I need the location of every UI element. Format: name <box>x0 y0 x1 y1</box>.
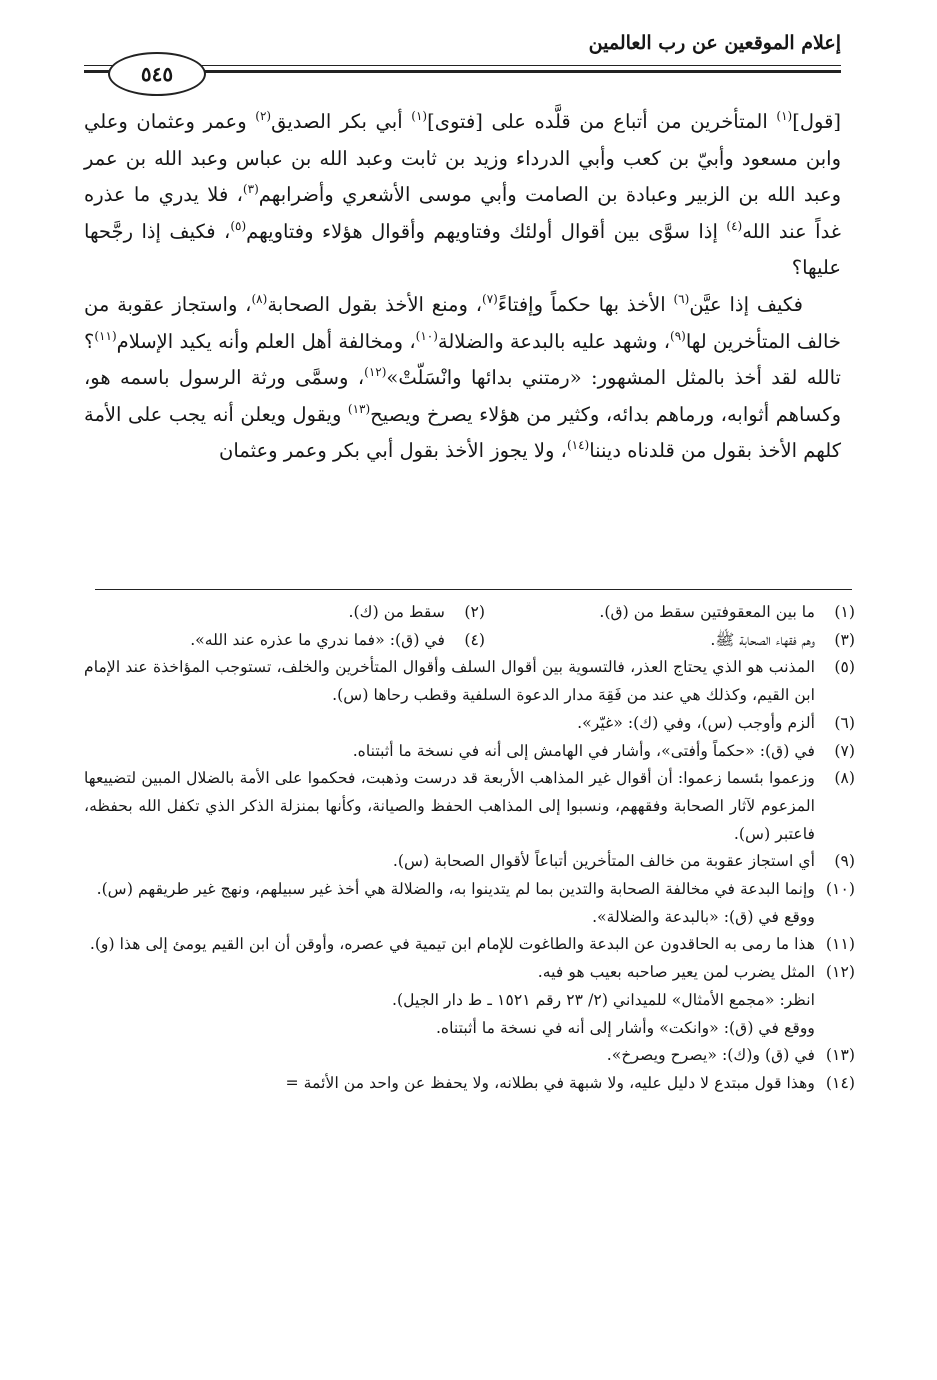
text-run: إذا سوَّى بين أقوال أولئك وفتاويهم وأقوال هؤلاء وفتاويهم <box>246 219 727 243</box>
footnote-3 <box>485 626 855 654</box>
text-run: ، ولا يجوز الأخذ بقول أبي بكر وعمر وعثمان <box>219 439 567 463</box>
text-run: وعمر وعثمان وعلي وابن مسعود وأبيّ بن كعب وأبي الدرداء وزيد بن ثابت وعبد الله بن عباس وعبد الله بن عمر وعبد الله بن الزبير وعبادة بن الصامت وأبي موسى الأشعري وأضرابهم <box>84 110 841 207</box>
footnote-12-variant: ووقع في (ق): «وانكت» وأشار إلى أنه في نسخة ما أثبتناه. <box>435 1017 815 1037</box>
footnote-10 <box>84 875 855 903</box>
text-run: ، فكيف إذا رجَّحها عليها؟ <box>84 219 841 280</box>
footnote-number: (١١) <box>825 934 855 954</box>
text-run: ويقول ويعلن أنه يجب على الأمة كلهم الأخذ بقول من قلدناه ديننا <box>84 402 841 463</box>
footnote-text: وهذا قول مبتدع لا دليل عليه، ولا شبهة في بطلانه، ولا يحفظ عن واحد من الأئمة = <box>285 1072 815 1092</box>
footnote-ref: (١) <box>776 109 793 123</box>
footnotes <box>84 598 855 1097</box>
footnote-text: هذا ما رمى به الحاقدون عن البدعة والطاغوت للإمام ابن تيمية في عصره، وأوقن أن ابن القيم يومئ إلى هذا (و). <box>89 934 815 954</box>
footnote-text: وزعموا بئسما زعموا: أن أقوال غير المذاهب الأربعة قد درست وذهبت، فحكموا على الأمة بالضلال المبين لتضييعها المزعوم لآثار الصحابة وفقههم، ونسبوا إلى المذاهب الحفظ والصيانة، وكأنها بمنزلة الذكر الذي تكفل الله بحفظه، فاعتبر (س). <box>84 768 815 843</box>
footnote-text: في (ق): «حكماً وأفتى»، وأشار في الهامش إلى أنه في نسخة ما أثبتناه. <box>352 740 815 760</box>
footnote-ref: (٥) <box>230 218 247 233</box>
footnote-number: (١٢) <box>825 962 855 982</box>
text-run: ، فلا يدري ما عذره غداً عند الله <box>84 183 841 243</box>
footnote-text: وهم فقهاء الصحابة ﷺ. <box>710 629 815 649</box>
text-run: ، وسمَّى ورثة الرسول باسمه هو، وكساهم أثوابه، ورماهم بدائه، وكثير من هؤلاء يصرخ ويصيح <box>84 366 841 426</box>
footnote-number: (٧) <box>834 740 855 760</box>
footnote-14 <box>84 1069 855 1097</box>
footnote-8 <box>84 764 855 847</box>
footnote-ref: (٤) <box>726 218 743 233</box>
footnote-number: (٢) <box>464 602 485 621</box>
footnote-12 <box>84 958 855 986</box>
footnote-text: المذنب هو الذي يحتاج العذر، فالتسوية بين أقوال السلف وأقوال المتأخرين والخلف، تستوجب المؤاخذة عند الإمام ابن القيم، وكذلك هي عند من فَقِهَ مدار الدعوة السلفية وقطب رحاها (س). <box>84 657 815 705</box>
footnote-ref: (١٤) <box>566 438 590 453</box>
text-run: فكيف إذا عيَّن <box>689 292 803 316</box>
footnote-text: ما بين المعقوفتين سقط من (ق). <box>599 602 815 621</box>
footnote-ref: (١) <box>411 109 428 123</box>
footnote-ref: (٣) <box>242 182 259 197</box>
footnote-ref: (٧) <box>482 291 498 306</box>
footnote-text: أي استجاز عقوبة من خالف المتأخرين أتباعاً لأقوال الصحابة (س). <box>392 851 815 871</box>
footnote-2 <box>349 598 485 626</box>
footnote-4 <box>190 626 485 654</box>
footnote-13 <box>84 1041 855 1069</box>
footnote-separator <box>95 589 852 590</box>
page-number-badge <box>108 52 206 96</box>
footnote-ref: (٦) <box>673 291 690 306</box>
footnote-1 <box>485 598 855 626</box>
main-paragraph <box>84 287 841 470</box>
footnote-number: (١٣) <box>825 1045 855 1065</box>
footnote-text: في (ق) و(ك): «يصرح ويصرخ». <box>606 1045 815 1065</box>
footnote-7 <box>84 737 855 765</box>
text-run: [قول] <box>792 110 841 133</box>
footnote-ref: (٢) <box>255 109 272 123</box>
footnote-ref: (١١) <box>94 328 117 343</box>
footnote-row <box>84 598 855 626</box>
footnote-ref: (٨) <box>251 291 268 306</box>
main-text <box>84 104 841 470</box>
footnote-row <box>84 626 855 654</box>
text-run: المتأخرين من أتباع من قلَّده على [فتوى] <box>427 110 777 133</box>
text-run: ، واستجاز عقوبة من خالف المتأخرين لها <box>84 292 841 353</box>
footnote-10-continuation: ووقع في (ق): «بالبدعة والضلالة». <box>592 906 815 926</box>
footnote-6 <box>84 709 855 737</box>
footnote-number: (٦) <box>834 712 855 732</box>
footnote-number: (٨) <box>834 768 855 788</box>
text-run: أبي بكر الصديق <box>271 110 412 133</box>
text-run: الأخذ بها حكماً وإفتاءً <box>497 292 674 316</box>
footnote-text: وإنما البدعة في مخالفة الصحابة والتدين بما لم يتدينوا به، والضلالة هي أخذ غير سبيلهم، ونهج غير طريقهم (س). <box>96 879 815 899</box>
footnote-number: (٤) <box>464 629 485 649</box>
footnote-number: (١٠) <box>825 879 855 899</box>
footnote-12-reference: انظر: «مجمع الأمثال» للميداني (٢/ ٢٣ رقم ١٥٢١ ـ ط دار الجيل). <box>392 989 815 1009</box>
footnote-text: ألزم وأوجب (س)، وفي (ك): «غيّر». <box>577 712 815 732</box>
footnote-11 <box>84 930 855 958</box>
footnote-text: المثل يضرب لمن يعير صاحبه بعيب هو فيه. <box>537 962 815 982</box>
text-run: ، ومنع الأخذ بقول الصحابة <box>267 292 483 316</box>
text-run: ، وشهد عليه بالبدعة والضلالة <box>437 329 671 353</box>
text-run: ؟ تالله لقد أخذ بالمثل المشهور: «رمتني بدائها وانْسَلّتْ» <box>84 329 841 390</box>
running-title: إعلام الموقعين عن رب العالمين <box>588 32 841 54</box>
footnote-ref: (١٠) <box>415 328 438 343</box>
footnote-9 <box>84 847 855 875</box>
footnote-number: (٥) <box>834 657 855 677</box>
footnote-number: (١٤) <box>825 1072 855 1092</box>
main-paragraph <box>84 104 841 287</box>
footnote-text: سقط من (ك). <box>348 602 445 621</box>
footnote-text: في (ق): «فما ندري ما عذره عند الله». <box>190 629 445 649</box>
footnote-ref: (١٣) <box>347 401 371 416</box>
text-run: ، ومخالفة أهل العلم وأنه يكيد الإسلام <box>116 329 416 353</box>
footnote-ref: (١٢) <box>364 365 387 380</box>
footnote-number: (٣) <box>834 629 855 649</box>
footnote-5 <box>84 653 855 708</box>
footnote-ref: (٩) <box>670 328 686 343</box>
footnote-number: (٩) <box>834 851 855 871</box>
footnote-number: (١) <box>834 602 855 621</box>
page-number: ٥٤٥ <box>140 62 174 86</box>
